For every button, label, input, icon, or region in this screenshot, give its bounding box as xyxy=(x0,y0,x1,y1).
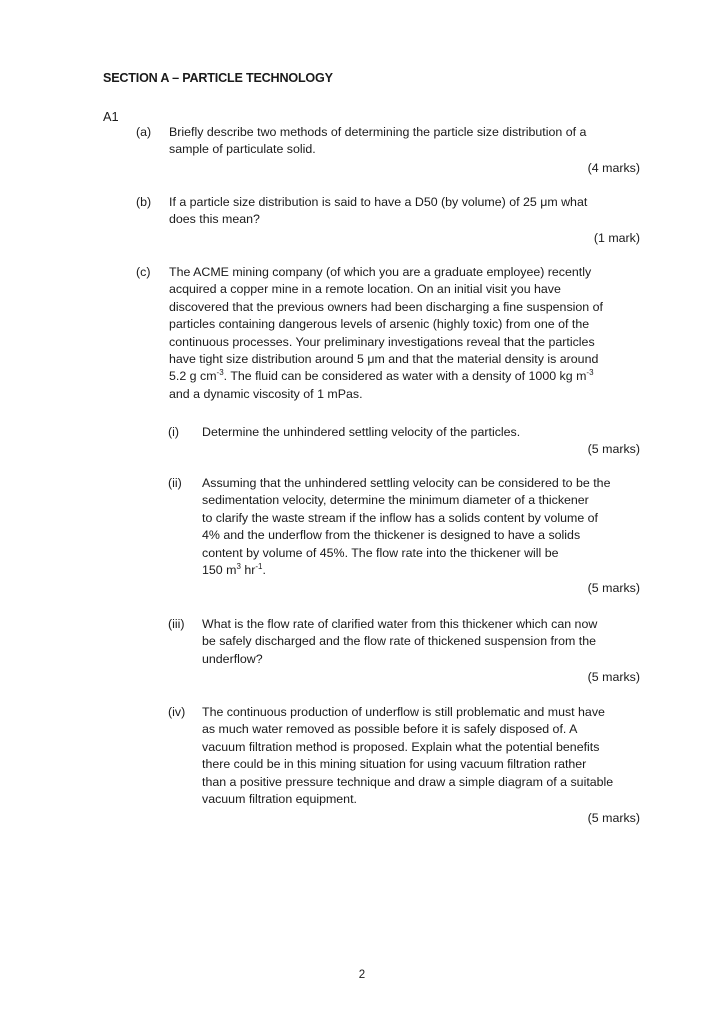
part-c-line: continuous processes. Your preliminary investigations reveal that the particles xyxy=(169,334,595,349)
subpart-iv-line: as much water removed as possible before it is safely disposed of. A xyxy=(202,722,578,737)
subpart-i-label: (i) xyxy=(168,425,180,439)
subpart-iii-marks: (5 marks) xyxy=(587,670,640,684)
part-c-line: have tight size distribution around 5 μm and that the material density is around xyxy=(169,352,599,367)
subpart-iii-line: be safely discharged and the flow rate of thickened suspension from the xyxy=(202,634,596,649)
subpart-iii-text xyxy=(202,616,644,668)
subpart-iv-line: vacuum filtration equipment. xyxy=(202,792,357,807)
part-c-label: (c) xyxy=(136,265,151,279)
subpart-iv-line: there could be in this mining situation for using vacuum filtration rather xyxy=(202,757,587,772)
question-number: A1 xyxy=(103,109,119,124)
part-c-text xyxy=(169,264,641,403)
flow-exponent-2: -1 xyxy=(255,562,263,572)
part-c-line: acquired a copper mine in a remote location. On an initial visit you have xyxy=(169,282,561,297)
subpart-i-marks: (5 marks) xyxy=(587,442,640,456)
subpart-iv-marks: (5 marks) xyxy=(587,811,640,825)
part-a-line: Briefly describe two methods of determining the particle size distribution of a xyxy=(169,125,587,139)
fluid-density-exponent: -3 xyxy=(586,368,594,378)
subpart-i-text xyxy=(202,424,644,441)
fluid-density-text: . The fluid can be considered as water with a density of 1000 kg m xyxy=(223,369,587,384)
part-b-label: (b) xyxy=(136,195,152,209)
subpart-iii-line: What is the flow rate of clarified water from this thickener which can now xyxy=(202,617,598,631)
part-a-marks: (4 marks) xyxy=(587,161,640,175)
part-b-line: does this mean? xyxy=(169,212,260,227)
density-value: 5.2 g cm xyxy=(169,369,217,384)
subpart-ii-line: 4% and the underflow from the thickener is designed to have a solids xyxy=(202,528,581,543)
part-c-viscosity-line: and a dynamic viscosity of 1 mPas. xyxy=(169,386,363,401)
part-c-line: particles containing dangerous levels of arsenic (highly toxic) from one of the xyxy=(169,317,590,332)
density-exponent: -3 xyxy=(216,368,224,378)
flow-value: 150 m xyxy=(202,563,237,578)
subpart-i-line: Determine the unhindered settling velocity of the particles. xyxy=(202,425,521,439)
subpart-ii-label: (ii) xyxy=(168,476,182,490)
part-a-label: (a) xyxy=(136,125,152,139)
subpart-iv-line: than a positive pressure technique and draw a simple diagram of a suitable xyxy=(202,774,614,789)
page-number: 2 xyxy=(358,969,366,981)
subpart-ii-text xyxy=(202,475,644,579)
flow-end: . xyxy=(262,563,266,578)
part-a-line: sample of particulate solid. xyxy=(169,142,316,157)
subpart-iv-text xyxy=(202,704,644,808)
subpart-ii-line: Assuming that the unhindered settling velocity can be considered to be the xyxy=(202,476,611,490)
part-b-marks: (1 mark) xyxy=(593,231,640,245)
subpart-ii-line: sedimentation velocity, determine the minimum diameter of a thickener xyxy=(202,493,589,508)
subpart-iii-label: (iii) xyxy=(168,617,185,631)
subpart-ii-marks: (5 marks) xyxy=(587,581,640,595)
subpart-ii-line: to clarify the waste stream if the inflow has a solids content by volume of xyxy=(202,510,598,525)
part-b-line: If a particle size distribution is said to have a D50 (by volume) of 25 μm what xyxy=(169,195,588,209)
part-c-density-line xyxy=(169,368,641,385)
subpart-iv-label: (iv) xyxy=(168,705,186,719)
subpart-iv-line: The continuous production of underflow is still problematic and must have xyxy=(202,705,605,719)
subpart-iv-line: vacuum filtration method is proposed. Explain what the potential benefits xyxy=(202,739,600,754)
flow-unit: hr xyxy=(240,563,256,578)
part-a-text xyxy=(169,124,641,159)
subpart-ii-line: content by volume of 45%. The flow rate into the thickener will be xyxy=(202,545,559,560)
part-b-text xyxy=(169,194,641,229)
flow-exponent-1: 3 xyxy=(236,562,241,572)
subpart-ii-flow-line xyxy=(202,562,644,579)
part-c-line: discovered that the previous owners had been discharging a fine suspension of xyxy=(169,299,603,314)
part-c-line: The ACME mining company (of which you are a graduate employee) recently xyxy=(169,265,592,279)
section-title: SECTION A – PARTICLE TECHNOLOGY xyxy=(103,71,333,85)
subpart-iii-line: underflow? xyxy=(202,651,263,666)
